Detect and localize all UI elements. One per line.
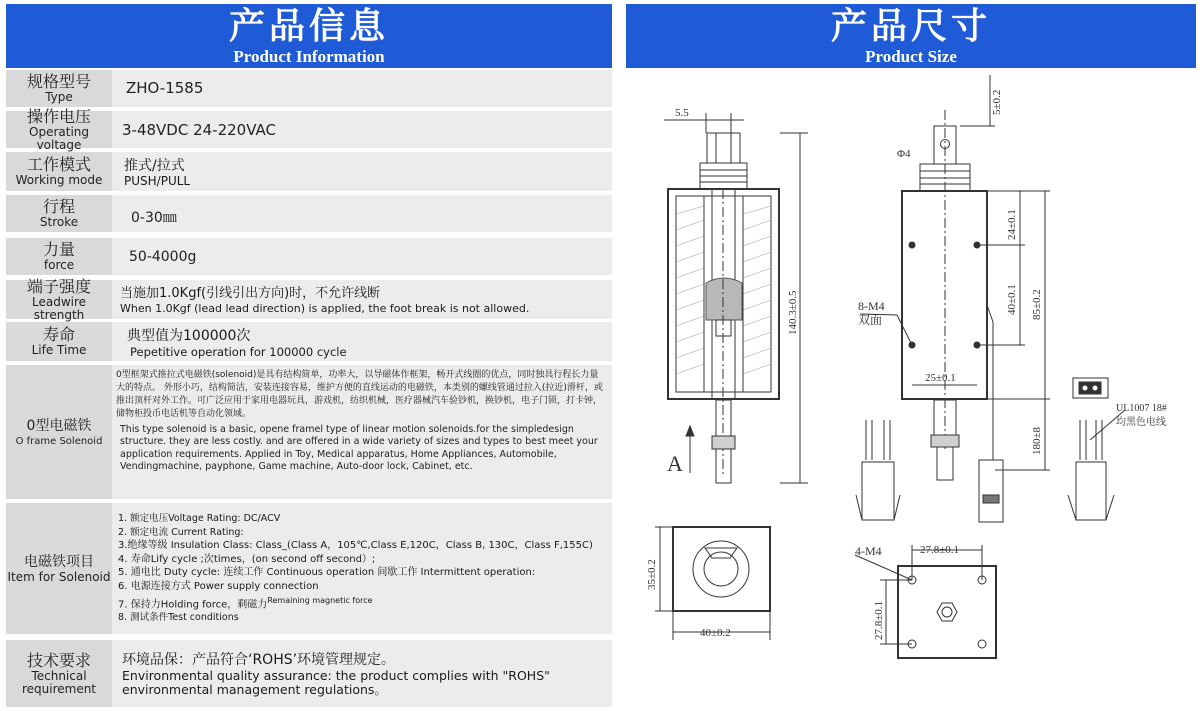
wire-spec: UL1007 18#	[1116, 403, 1167, 414]
dim-140-3: 140.3±0.5	[787, 290, 799, 335]
tech-label	[6, 640, 112, 707]
dim-8-m4: 8-M4	[858, 299, 885, 313]
dim-5-5: 5.5	[675, 107, 689, 119]
label-zh: 技术要求	[26, 650, 91, 670]
item-7-sup: Remaining magnetic force	[267, 595, 373, 605]
solenoid-description	[116, 369, 607, 474]
item-2: 2. 额定电流 Current Rating:	[118, 526, 244, 538]
leadwire-value-zh: 当施加1.0Kgf(引线引出方向)时，不允许线断	[120, 286, 381, 301]
dim-5: 5±0.2	[991, 89, 1003, 115]
label-zh: 力量	[42, 240, 75, 259]
product-size-banner	[626, 4, 1196, 68]
voltage-value: 3-48VDC 24-220VAC	[122, 121, 276, 139]
label-en: Stroke	[39, 215, 79, 229]
label-zh: 电磁铁项目	[24, 554, 94, 570]
life-label	[6, 322, 112, 361]
item-3: 3.绝缘等级 Insulation Class: Class_(Class A，105℃,Class E,120C，Class B, 130C，Class F,155C)	[118, 540, 593, 552]
label-zh: 行程	[42, 197, 75, 216]
label-en: Working mode	[15, 173, 103, 187]
label-zh: 端子强度	[26, 276, 91, 296]
dim-35: 35±0.2	[646, 559, 658, 590]
label-zh: 工作模式	[26, 155, 91, 174]
label-zh: 规格型号	[26, 72, 91, 91]
item-5: 5. 通电比 Duty cycle: 连续工作 Continuous operation 间歇工作 Intermittent operation:	[118, 567, 536, 579]
banner-title-zh: 产品信息	[228, 6, 389, 47]
life-value-en: Pepetitive operation for 100000 cycle	[130, 345, 347, 359]
items-list	[118, 512, 607, 625]
banner-title-zh: 产品尺寸	[830, 6, 991, 47]
label-zh: 寿命	[42, 325, 75, 344]
stroke-value: 0-30㎜	[131, 210, 177, 226]
label-en: O frame Solenoid	[15, 435, 103, 447]
solenoid-label	[6, 365, 112, 499]
wire-color: 均黑色电线	[1116, 417, 1166, 428]
life-value	[127, 328, 610, 359]
dim-85: 85±0.2	[1031, 289, 1043, 320]
item-6: 6. 电源连接方式 Power supply connection	[118, 580, 319, 592]
dim-180: 180±8	[1031, 426, 1043, 455]
dim-phi4: Φ4	[897, 148, 911, 160]
view-arrow-label: A	[667, 451, 683, 476]
leadwire-value-en: When 1.0Kgf (lead lead direction) is applied, the foot break is not allowed.	[120, 302, 530, 315]
banner-title-en: Product Size	[865, 47, 957, 66]
bottom-square-view	[655, 527, 770, 640]
stroke-label	[6, 195, 112, 232]
leadwire-label	[6, 276, 112, 322]
dim-27-8-h: 27.8±0.1	[920, 544, 960, 556]
dim-24: 24±0.1	[1006, 209, 1018, 240]
mode-label	[6, 152, 112, 191]
dim-4-m4: 4-M4	[855, 544, 882, 558]
label-en: Item for Solenoid	[7, 570, 111, 584]
life-value-zh: 典型值为100000次	[127, 328, 251, 344]
type-value: ZHO-1585	[126, 79, 204, 97]
mode-value-en: PUSH/PULL	[124, 174, 191, 188]
label-en: force	[43, 258, 75, 272]
dimension-drawing	[626, 70, 1200, 710]
label-zh: 0型电磁铁	[26, 417, 92, 434]
mode-value-zh: 推式/拉式	[124, 158, 185, 174]
item-1: 1. 额定电压Voltage Rating: DC/ACV	[118, 513, 281, 524]
product-info-banner	[6, 4, 612, 68]
tech-value-en: Environmental quality assurance: the product complies with "ROHS" environmental management regulations。	[122, 668, 550, 697]
dim-double-side: 双面	[858, 313, 883, 327]
front-view	[860, 75, 1050, 522]
solenoid-desc-en: This type solenoid is a basic, opene framel type of linear motion solenoids.for the simpledesign structure. they are less costly. and are offered in a wide variety of sizes and types to best meet your application requirements. Applied in Toy, Medical apparatus, Home Appliances, Automobile, Vendingmachine, payphone, Game machine, Auto-door lock, Cabinet, etc.	[120, 424, 598, 473]
force-label	[6, 238, 112, 275]
item-7-text: 7. 保持力Holding force，剩磁力	[118, 598, 268, 610]
label-en: Leadwire strength	[31, 294, 87, 322]
item-8: 8. 测试条件Test conditions	[118, 612, 239, 624]
solenoid-desc-zh: 0型框架式推拉式电磁铁(solenoid)是具有结构简单，功率大，以导磁体作框架，畅开式线圈的优点，同时独具行程长力量大的特点。 外形小巧，结构简洁，安装连接容易，维护方便的直线运动的电磁铁，本类别的螺线管通过拉入(拉近)滑杆，或推出顶杆对外工作。可广泛应用于家用电器玩具，游戏机，纺织机械，医疗器械汽车验钞机，换钞机，电子门锁，打卡钟，储物柜投币电话机等自动化领域。	[116, 370, 603, 419]
label-en: Operating voltage	[29, 124, 89, 152]
item-4: 4. 寿命Lify cycle ;次times，(on second off second）;	[118, 553, 376, 565]
items-label	[6, 503, 112, 634]
voltage-label	[6, 106, 112, 152]
dim-40: 40±0.1	[1006, 284, 1018, 315]
dim-40-bottom: 40±0.2	[700, 627, 731, 639]
dim-25: 25±0.1	[925, 372, 956, 384]
label-en: Type	[45, 90, 73, 104]
dim-27-8-v: 27.8±0.1	[873, 600, 885, 640]
item-7	[118, 594, 607, 612]
label-en: Life Time	[31, 343, 87, 357]
label-zh: 操作电压	[26, 106, 91, 126]
banner-title-en: Product Information	[233, 47, 385, 66]
type-label	[6, 70, 112, 107]
leadwire-value	[120, 286, 610, 316]
mode-value	[124, 158, 610, 188]
tech-value	[122, 651, 600, 697]
force-value: 50-4000g	[129, 249, 197, 265]
label-en: Technical requirement	[21, 668, 97, 696]
dimension-labels	[646, 90, 1167, 640]
tech-value-zh: 环境品保：产品符合‘ROHS’环境管理规定。	[122, 652, 396, 668]
